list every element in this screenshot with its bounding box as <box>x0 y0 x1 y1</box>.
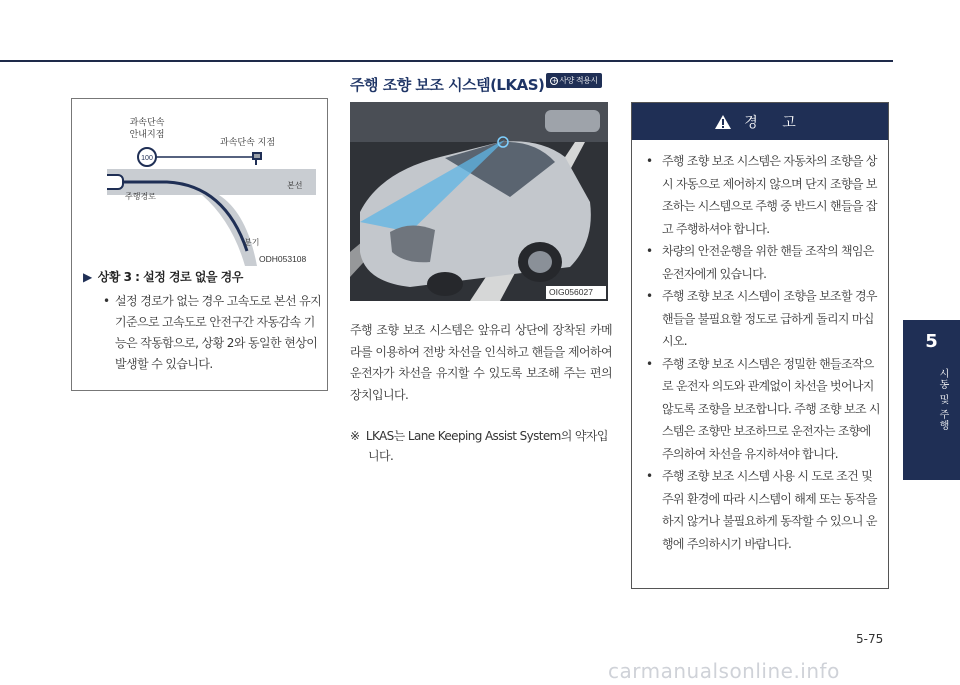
option-badge <box>546 73 601 88</box>
lkas-description: 주행 조향 보조 시스템은 앞유리 상단에 장착된 카메라를 이용하여 전방 차선을 인식하고 핸들을 제어하여 운전자가 차선을 유지할 수 있도록 보조해 주는 편의장치입니다. <box>350 323 612 402</box>
speed-limit-value: 100 <box>141 155 153 162</box>
section-title-text: 주행 조향 보조 시스템(LKAS) <box>350 75 545 94</box>
label-branch: 분기 <box>244 238 260 247</box>
chapter-tab <box>903 320 960 480</box>
warning-item: • 주행 조향 보조 시스템이 조향을 보조할 경우 핸들을 불필요할 정도로 급하게 돌리지 마십시오. <box>646 285 880 353</box>
warning-item: • 주행 조향 보조 시스템은 정밀한 핸들조작으로 운전자 의도와 관계없이 차선을 벗어나지 않도록 조향을 보조합니다. 주행 조향 보조 시스템은 조향만 보조하므로 운전자는 조향에 주의하여 차선을 유지하셔야 합니다. <box>646 353 880 466</box>
option-badge-label: 사양 적용시 <box>559 75 598 85</box>
speed-camera-icon <box>253 153 261 165</box>
warning-item: • 주행 조향 보조 시스템은 자동차의 조향을 상시 자동으로 제어하지 않으며 단지 조향을 보조하는 시스템으로 주행 중 반드시 핸들을 잡고 주행하셔야 합니다. <box>646 150 880 240</box>
branch-road-band <box>202 195 260 266</box>
car-illustration <box>350 102 608 301</box>
lkas-note <box>350 426 612 466</box>
warning-list <box>632 140 888 555</box>
bullet-dot: • <box>103 294 110 308</box>
photo-code: OIG056027 <box>549 287 593 297</box>
label-speed-point: 과속단속 지점 <box>220 138 276 148</box>
page-number: 5-75 <box>856 632 884 646</box>
label-speed-guide-1: 과속단속 <box>129 118 165 128</box>
top-rule <box>0 60 893 62</box>
road-diagram <box>107 101 330 266</box>
warning-title: 경 고 <box>744 114 806 131</box>
image-code: ODH053108 <box>259 254 307 264</box>
label-main-road: 본선 <box>287 181 303 190</box>
warning-box <box>631 102 889 589</box>
situation-bullet-text: 설정 경로가 없는 경우 고속도로 본선 유지 기준으로 고속도로 안전구간 자동감속 기능은 작동함으로, 상황 2와 동일한 현상이 발생할 수 있습니다. <box>115 294 322 371</box>
lkas-car-photo <box>350 102 608 301</box>
label-speed-guide-2: 안내지점 <box>129 130 165 140</box>
note-text: LKAS는 Lane Keeping Assist System의 약자입니다. <box>365 429 608 463</box>
plus-icon: + <box>551 76 558 85</box>
warning-triangle-icon <box>714 114 732 130</box>
watermark: carmanualsonline.info <box>608 659 840 683</box>
section-title <box>350 72 602 96</box>
chapter-name: 시동 및 주행 <box>937 368 948 432</box>
label-driving-path: 주행경로 <box>125 192 156 201</box>
car-icon <box>107 175 123 189</box>
note-mark: ※ <box>350 429 360 443</box>
situation-heading-text: 상황 3 : 설정 경로 없을 경우 <box>97 270 243 284</box>
warning-header <box>632 103 888 140</box>
situation-heading <box>83 268 243 285</box>
situation-bullet <box>103 291 323 375</box>
warning-item: • 차량의 안전운행을 위한 핸들 조작의 책임은 운전자에게 있습니다. <box>646 240 880 285</box>
chapter-number: 5 <box>925 331 938 352</box>
triangle-right-icon: ▶ <box>83 270 92 284</box>
warning-item: • 주행 조향 보조 시스템 사용 시 도로 조건 및 주위 환경에 따라 시스템이 해제 또는 동작을 하지 않거나 불필요하게 동작할 수 있으니 운행에 주의하시기 바랍니다. <box>646 465 880 555</box>
